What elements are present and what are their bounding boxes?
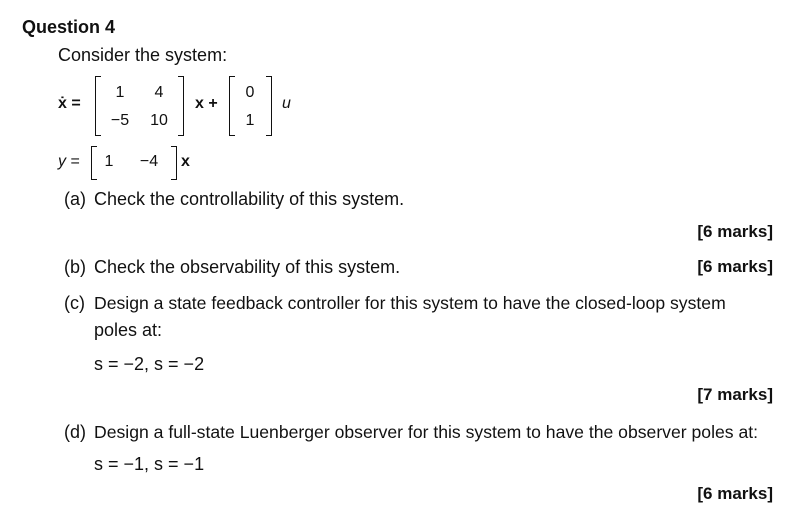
matrix-a-right-bracket	[178, 76, 184, 136]
vector-b-cell: 1	[245, 112, 255, 129]
matrix-a-cell: −5	[110, 112, 130, 129]
part-c-text-line1: Design a state feedback controller for this system to have the closed-loop system	[94, 293, 726, 313]
matrix-a-cell: 10	[150, 112, 168, 129]
part-a-marks: [6 marks]	[697, 222, 773, 241]
part-d-marks: [6 marks]	[697, 484, 773, 503]
part-b-marks: [6 marks]	[697, 257, 773, 276]
vector-b-right-bracket	[266, 76, 272, 136]
matrix-c-right-bracket	[171, 146, 177, 180]
part-a-label: (a)	[64, 189, 86, 209]
state-lhs: ẋ =	[58, 95, 81, 112]
vector-b-cell: 0	[245, 84, 255, 101]
matrix-c-cell: 1	[104, 153, 114, 170]
part-c-label: (c)	[64, 293, 85, 313]
output-x: x	[181, 153, 190, 170]
part-b-text: Check the observability of this system.	[94, 257, 401, 277]
output-lhs: y =	[58, 153, 80, 170]
part-a-text: Check the controllability of this system.	[94, 189, 405, 209]
part-b-label: (b)	[64, 257, 86, 277]
matrix-a-cell: 4	[154, 84, 164, 101]
state-x-plus: x +	[195, 95, 218, 112]
part-c-poles: s = −2, s = −2	[94, 354, 205, 374]
matrix-a-cell: 1	[115, 84, 125, 101]
part-c-text-line2: poles at:	[94, 320, 163, 340]
matrix-c-cell: −4	[139, 153, 159, 170]
part-d-text: Design a full-state Luenberger observer for this system to have the observer poles at:	[94, 422, 759, 442]
part-c-marks: [7 marks]	[697, 385, 773, 404]
question-title: Question 4	[22, 17, 116, 37]
question-intro: Consider the system:	[58, 45, 228, 65]
part-d-poles: s = −1, s = −1	[94, 454, 205, 474]
part-d-label: (d)	[64, 422, 86, 442]
matrix-a-left-bracket	[95, 76, 101, 136]
state-input: u	[282, 95, 291, 112]
